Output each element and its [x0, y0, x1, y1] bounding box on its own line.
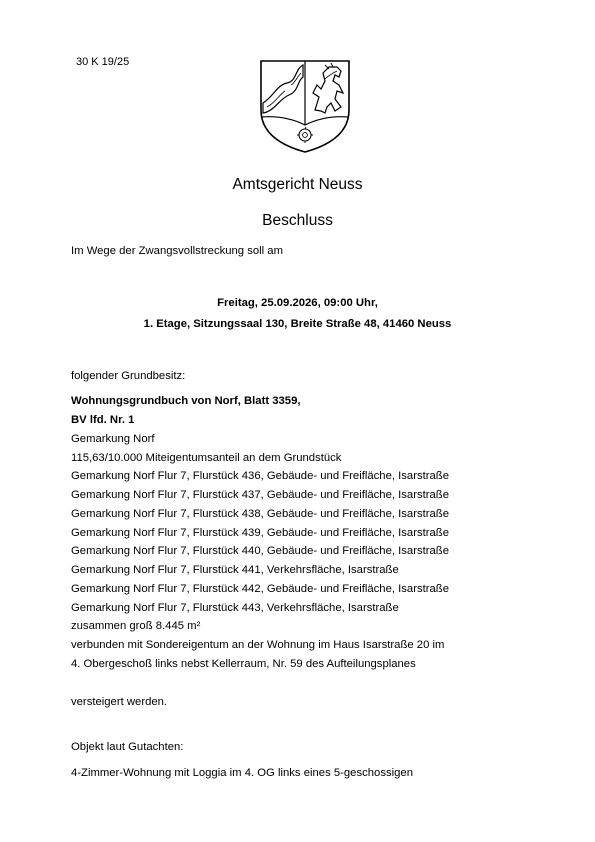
property-line: Gemarkung Norf Flur 7, Flurstück 436, Gebäude- und Freifläche, Isarstraße [71, 470, 449, 482]
auction-statement: versteigert werden. [71, 696, 168, 708]
auction-location: 1. Etage, Sitzungssaal 130, Breite Straße 48, 41460 Neuss [143, 318, 452, 330]
auction-date: Freitag, 25.09.2026, 09:00 Uhr, [217, 297, 378, 309]
property-intro: folgender Grundbesitz: [71, 370, 186, 382]
intro-text: Im Wege der Zwangsvollstreckung soll am [71, 245, 284, 257]
property-line: Gemarkung Norf Flur 7, Flurstück 437, Gebäude- und Freifläche, Isarstraße [71, 489, 449, 501]
decision-title: Beschluss [262, 212, 333, 229]
file-number: 30 K 19/25 [76, 56, 130, 68]
property-line: Gemarkung Norf Flur 7, Flurstück 441, Verkehrsfläche, Isarstraße [71, 564, 399, 576]
appraisal-label: Objekt laut Gutachten: [71, 741, 184, 753]
property-line: Gemarkung Norf Flur 7, Flurstück 438, Gebäude- und Freifläche, Isarstraße [71, 508, 449, 520]
property-line: Gemarkung Norf Flur 7, Flurstück 443, Verkehrsfläche, Isarstraße [71, 602, 399, 614]
property-line: 115,63/10.000 Miteigentumsanteil an dem Grundstück [71, 452, 342, 464]
property-line: Gemarkung Norf [71, 433, 155, 445]
property-line: Gemarkung Norf Flur 7, Flurstück 440, Gebäude- und Freifläche, Isarstraße [71, 545, 449, 557]
property-line: Gemarkung Norf Flur 7, Flurstück 442, Gebäude- und Freifläche, Isarstraße [71, 583, 449, 595]
property-line: Gemarkung Norf Flur 7, Flurstück 439, Gebäude- und Freifläche, Isarstraße [71, 527, 449, 539]
property-ref: BV lfd. Nr. 1 [71, 414, 135, 426]
property-line: verbunden mit Sondereigentum an der Wohnung im Haus Isarstraße 20 im [71, 639, 445, 651]
appraisal-text: 4-Zimmer-Wohnung mit Loggia im 4. OG links eines 5-geschossigen [71, 767, 413, 779]
property-line: zusammen groß 8.445 m² [71, 620, 201, 632]
property-line: 4. Obergeschoß links nebst Kellerraum, Nr. 59 des Aufteilungsplanes [71, 658, 416, 670]
coat-of-arms-icon [255, 55, 355, 155]
property-title: Wohnungsgrundbuch von Norf, Blatt 3359, [71, 395, 301, 407]
court-name: Amtsgericht Neuss [232, 176, 363, 193]
